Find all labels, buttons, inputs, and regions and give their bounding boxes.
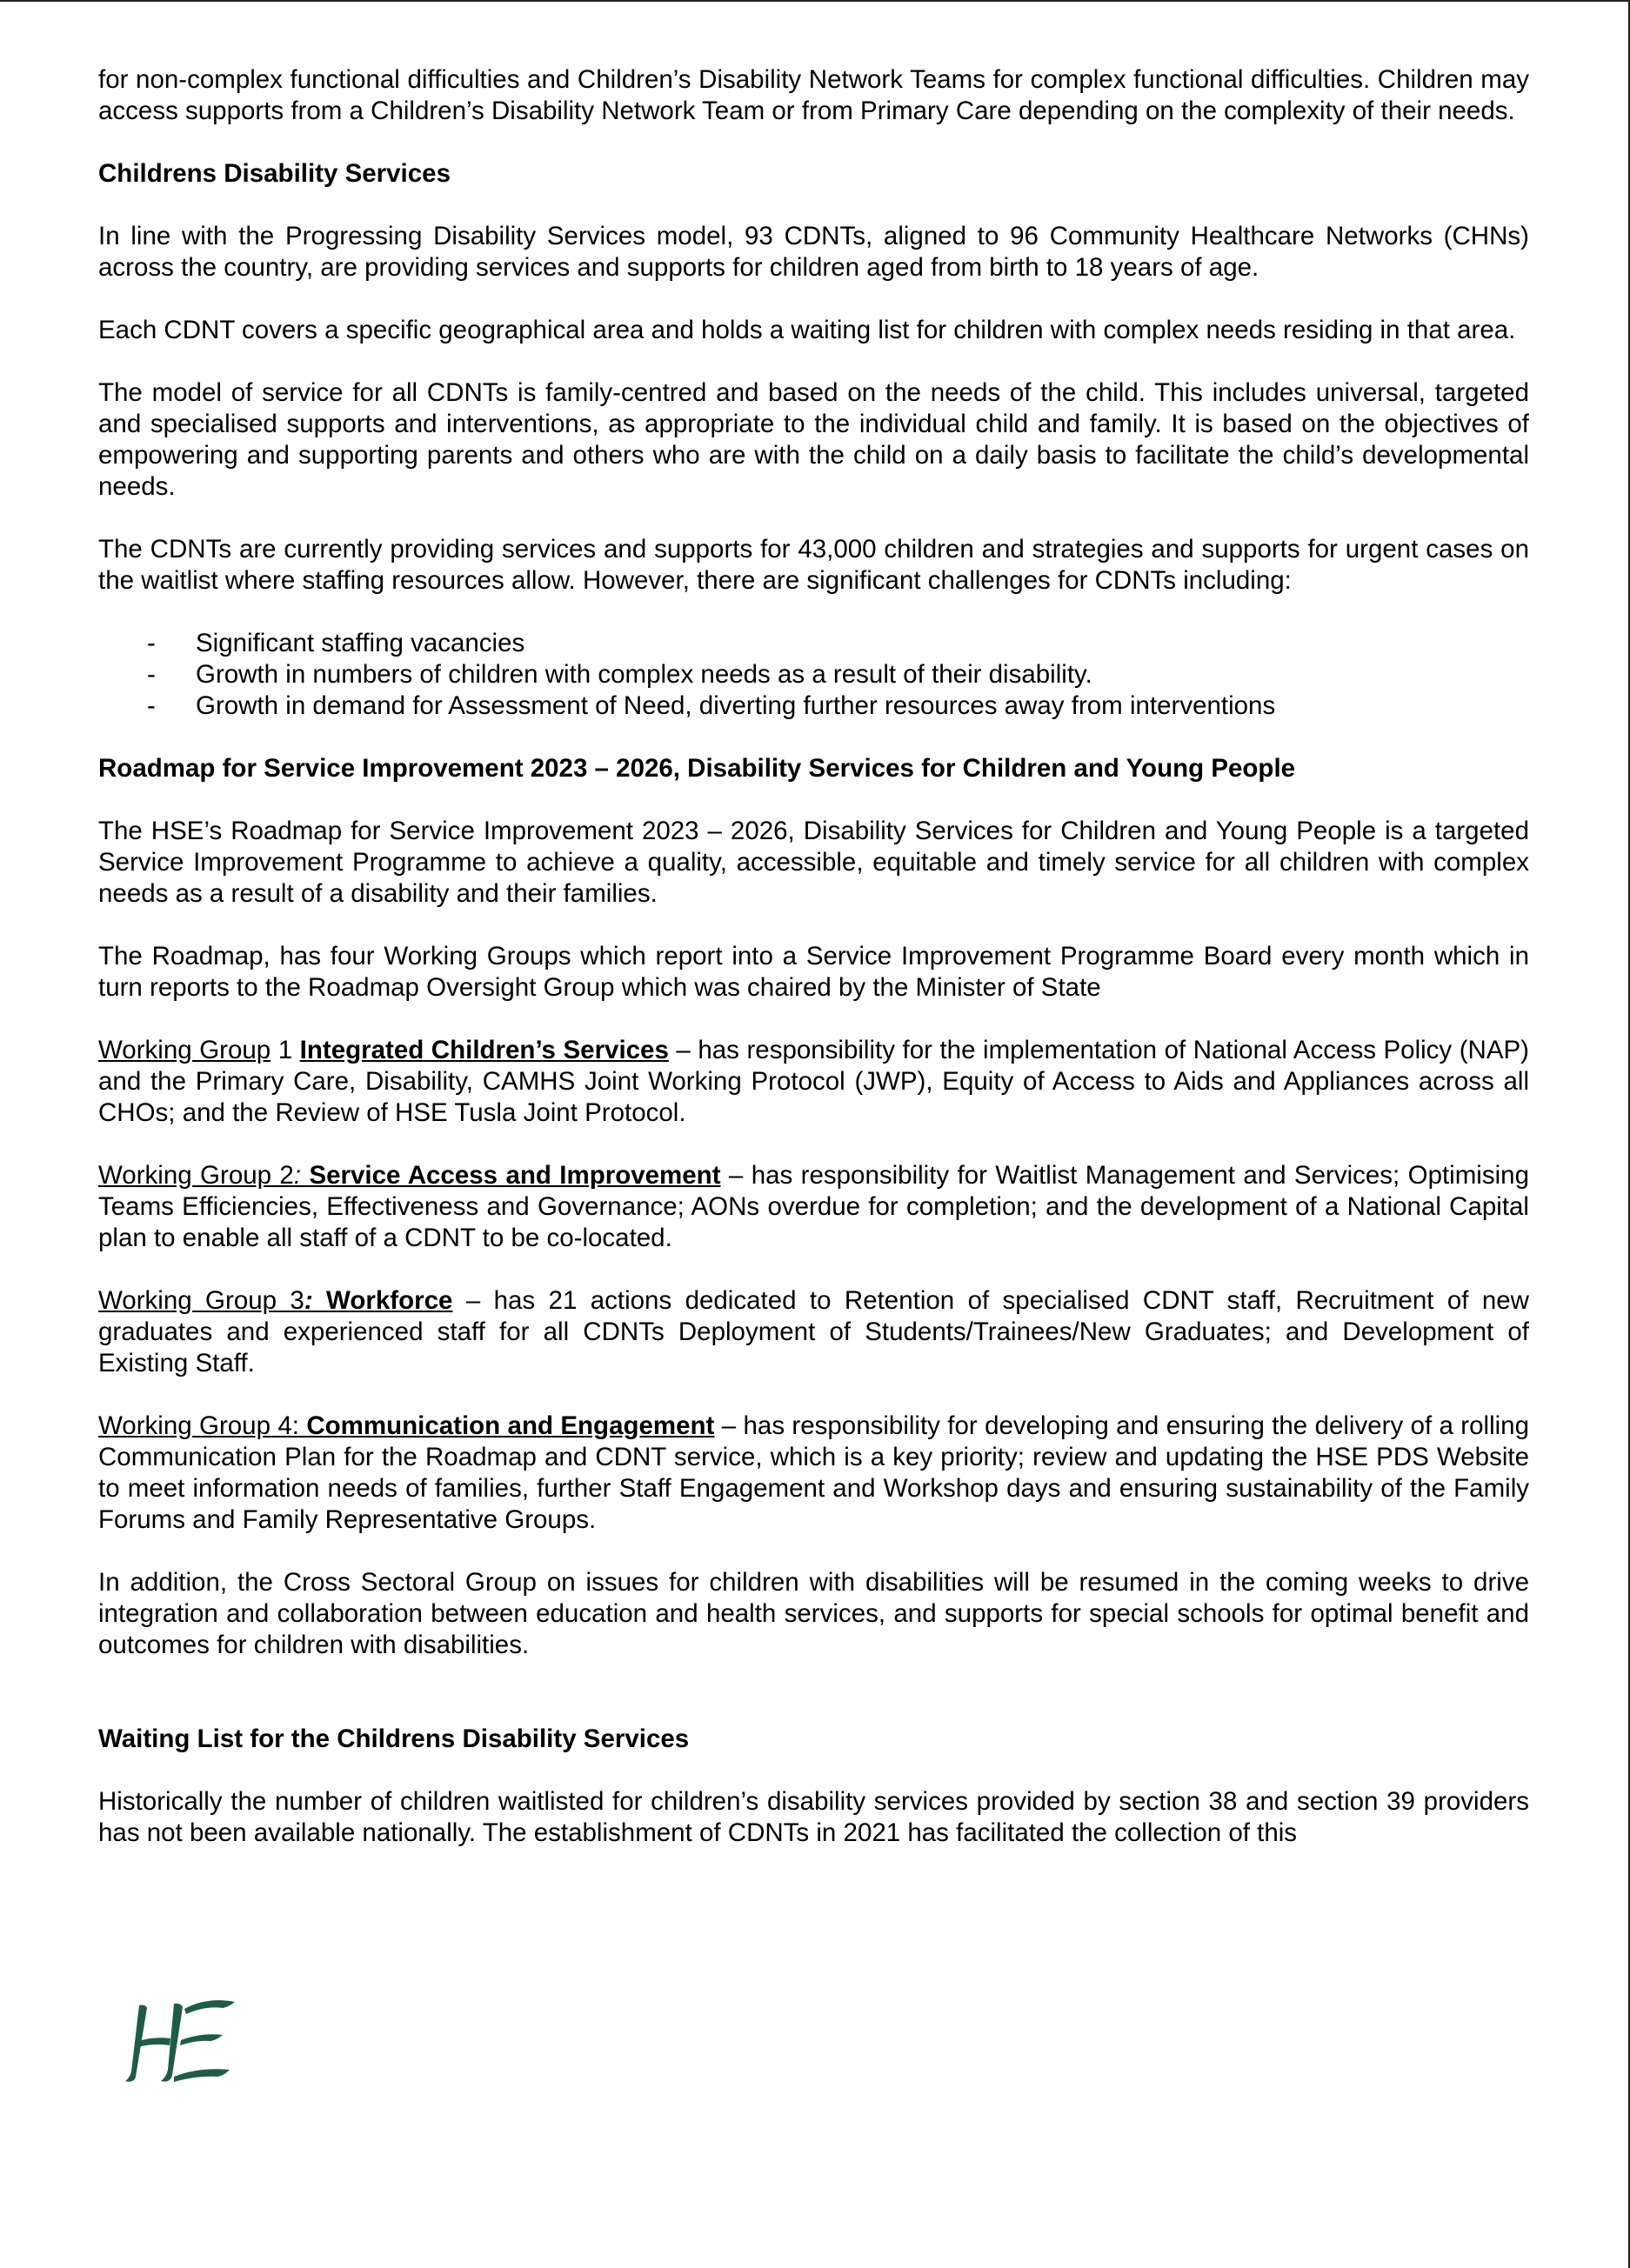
working-group-3-prefix: Working Group 3 [98,1286,304,1315]
list-item [98,690,1529,722]
bullet-marker: - [147,629,156,657]
working-group-2-separator: : [293,1161,310,1190]
paragraph-pds-model: In line with the Progressing Disability Services model, 93 CDNTs, aligned to 96 Community Healthcare Networks (CHNs) across the country, are providing services and supports for children aged from birth to 18 years of age. [98,222,1529,282]
paragraph-waiting-list: Historically the number of children waitlisted for children’s disability services provided by section 38 and section 39 providers has not been available nationally. The establishment of CDNTs in 2021 has facilitated the collection of this [98,1787,1529,1847]
working-group-1-text: – has responsibility for the implementation of National Access Policy (NAP) and the Primary Care, Disability, CAMHS Joint Working Protocol (JWP), Equity of Access to Aids and Appliances across all CHOs; and the Review of HSE Tusla Joint Protocol. [98,1036,1530,1127]
list-item-text: Significant staffing vacancies [196,629,525,657]
paragraph-working-groups: The Roadmap, has four Working Groups which report into a Service Improvement Programme Board every month which in turn reports to the Roadmap Oversight Group which was chaired by the Minister of State [98,942,1529,1002]
working-group-1 [98,1035,1529,1129]
paragraph-cross-sectoral: In addition, the Cross Sectoral Group on issues for children with disabilities will be resumed in the coming weeks to drive integration and collaboration between education and health services, and supports for special schools for optimal benefit and outcomes for children with disabilities. [98,1568,1529,1659]
working-group-3-separator: : [304,1286,327,1315]
working-group-2-text: – has responsibility for Waitlist Management and Services; Optimising Teams Efficiencies, Effectiveness and Governance; AONs overdue for completion; and the development of a National Capital plan to enable all staff of a CDNT to be co-located. [98,1161,1529,1252]
working-group-2 [98,1160,1529,1254]
challenges-list [98,628,1529,722]
working-group-3-name: Workforce [326,1286,453,1315]
list-item [98,628,1529,659]
bullet-marker: - [147,660,156,689]
paragraph-model-of-service: The model of service for all CDNTs is family-centred and based on the needs of the child. This includes universal, targeted and specialised supports and interventions, as appropriate to the individual child and family. It is based on the objectives of empowering and supporting parents and others who are with the child on a daily basis to facilitate the child’s developmental needs. [98,378,1529,501]
heading-waiting-list: Waiting List for the Childrens Disability Services [98,1724,690,1753]
working-group-4-name: Communication and Engagement [306,1411,715,1440]
working-group-2-name: Service Access and Improvement [309,1161,721,1190]
heading-roadmap: Roadmap for Service Improvement 2023 – 2026, Disability Services for Children and Young People [98,754,1296,783]
bullet-marker: - [147,691,156,720]
working-group-4-prefix: Working Group 4: [98,1411,307,1440]
list-item-text: Growth in demand for Assessment of Need, diverting further resources away from interventions [196,691,1276,720]
working-group-1-prefix: Working Group [98,1036,271,1064]
working-group-4-text: – has responsibility for developing and ensuring the delivery of a rolling Communication Plan for the Roadmap and CDNT service, which is a key priority; review and updating the HSE PDS Website to meet information needs of families, further Staff Engagement and Workshop days and ensuring sustainability of the Family Forums and Family Representative Groups. [98,1411,1529,1534]
working-group-4 [98,1411,1529,1536]
working-group-3 [98,1285,1529,1379]
paragraph-challenges: The CDNTs are currently providing services and supports for 43,000 children and strategies and supports for urgent cases on the waitlist where staffing resources allow. However, there are significant challenges for CDNTs including: [98,535,1529,595]
paragraph-intro: for non-complex functional difficulties and Children’s Disability Network Teams for complex functional difficulties. Children may access supports from a Children’s Disability Network Team or from Primary Care depending on the complexity of their needs. [98,65,1529,125]
paragraph-cdnt-area: Each CDNT covers a specific geographical area and holds a waiting list for children with complex needs residing in that area. [98,316,1516,344]
list-item-text: Growth in numbers of children with complex needs as a result of their disability. [196,660,1092,689]
working-group-1-number: 1 [271,1036,300,1064]
working-group-3-text: – has 21 actions dedicated to Retention of specialised CDNT staff, Recruitment of new graduates and experienced staff for all CDNTs Deployment of Students/Trainees/New Graduates; and Development of Existing Staff. [98,1286,1529,1377]
heading-childrens-disability-services: Childrens Disability Services [98,159,451,188]
hse-logo-icon [113,1993,244,2093]
list-item [98,659,1529,690]
working-group-1-name: Integrated Children’s Services [299,1036,669,1064]
paragraph-roadmap-intro: The HSE’s Roadmap for Service Improvement 2023 – 2026, Disability Services for Children and Young People is a targeted Service Improvement Programme to achieve a quality, accessible, equitable and timely service for all children with complex needs as a result of a disability and their families. [98,817,1529,908]
document-body [98,64,1529,1880]
working-group-2-prefix: Working Group 2 [98,1161,294,1190]
